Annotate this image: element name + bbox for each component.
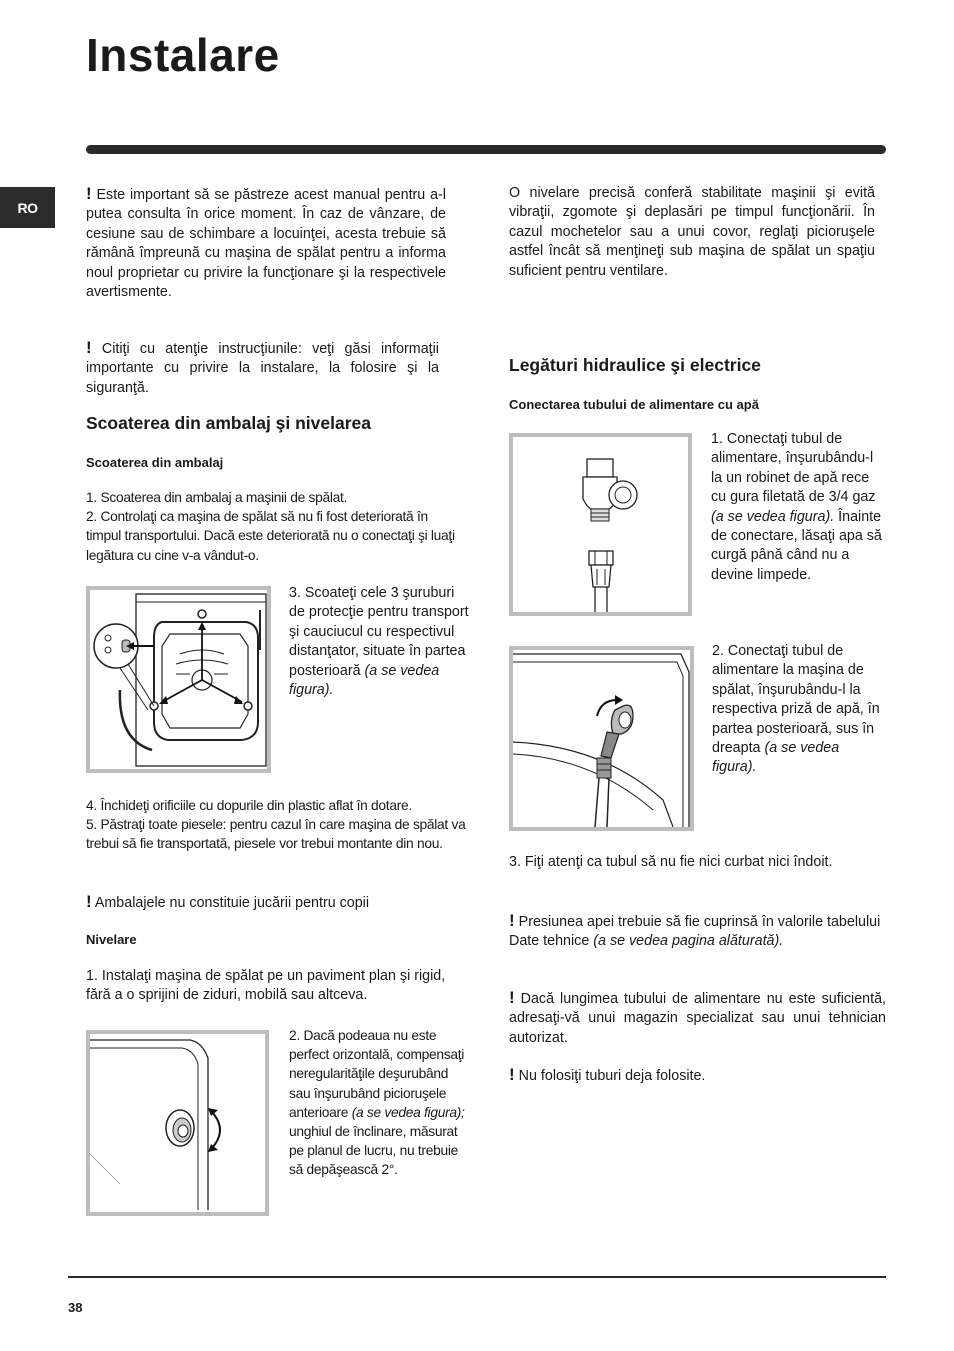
step-3: 3. Scoateţi cele 3 şuruburi de protecţie pentru transport şi cauciucul cu respectivul distanţator, situate în partea posterioară (a se vedea figura). (289, 585, 469, 699)
step-2: 2. Controlaţi ca maşina de spălat să nu fi fost deteriorată în timpul transportului. Dacă este deteriorată nu o conectaţi şi luaţi legătura cu cine v-a vândut-o. (86, 509, 455, 563)
step-5: 5. Păstraţi toate piesele: pentru cazul în care maşina de spălat va trebui să fie transportată, piesele vor trebui montante din nou. (86, 817, 466, 852)
warning-icon: ! (509, 1065, 515, 1084)
figure-leveling-feet (86, 1030, 269, 1216)
warning-keep-manual: ! Este important să se păstreze acest manual pentru a-l putea consulta în orice moment. În caz de vânzare, de cesiune sau de schimbare a locuinţei, acesta trebuie să rămână împreună cu maşina de spălat pentru a informa noul proprietar cu privire la funcţionare şi la respectivele avertismente. (86, 184, 446, 301)
hose-step-3: 3. Fiţi atenţi ca tubul să nu fie nici curbat nici îndoit. (509, 854, 833, 870)
hose-step-1: 1. Conectaţi tubul de alimentare, înşurubându-l la un robinet de apă rece cu gura filetată de 3/4 gaz (a se vedea figura). Înainte de conectare, lăsaţi apa să curgă până când nu a devine limpede. (711, 431, 882, 583)
warning-icon: ! (86, 338, 92, 357)
warning-packaging: ! Ambalajele nu constituie jucării pentru copii (86, 892, 370, 911)
step-1: 1. Scoaterea din ambalaj a maşinii de spălat. (86, 490, 348, 505)
page-number: 38 (68, 1300, 83, 1315)
washer-back-illustration (90, 590, 267, 769)
warning-water-pressure: ! Presiunea apei trebuie să fie cuprinsă în valorile tabelului Date tehnice (a se vedea pagina alăturată). (509, 911, 881, 950)
title-rule (86, 145, 886, 154)
section-title-unpack-level: Scoaterea din ambalaj şi nivelarea (86, 413, 372, 433)
subheading-hose: Conectarea tubului de alimentare cu apă (509, 397, 759, 412)
step-4: 4. Închideţi orificiile cu dopurile din plastic aflat în dotare. (86, 798, 412, 813)
page-title: Instalare (86, 29, 280, 81)
washer-foot-illustration (90, 1034, 265, 1212)
language-tab: RO (0, 187, 55, 228)
level-step-1: 1. Instalaţi maşina de spălat pe un paviment plan şi rigid, fără a o sprijini de ziduri, mobilă sau altceva. (86, 968, 446, 1004)
footer-rule (68, 1276, 886, 1278)
figure-transport-screws (86, 586, 271, 773)
hose-step-2: 2. Conectaţi tubul de alimentare la maşina de spălat, înşurubându-l la respectiva priză de apă, în partea posterioară, sus în dreapta (a se vedea figura). (712, 643, 880, 776)
warning-used-hoses: ! Nu folosiţi tuburi deja folosite. (509, 1065, 706, 1084)
warning-icon: ! (86, 892, 92, 911)
inlet-hose-illustration (513, 650, 690, 827)
warning-icon: ! (509, 911, 515, 930)
warning-icon: ! (509, 988, 515, 1007)
figure-tap-connection (509, 433, 692, 616)
leveling-intro: O nivelare precisă conferă stabilitate maşinii şi evită vibraţii, zgomote şi deplasări pe timpul funcţionării. În cazul mochetelor sau a unui covor, reglaţi picioruşele astfel încât să menţineţi sub maşina de spălat un spaţiu suficient pentru ventilare. (509, 185, 875, 279)
subheading-level: Nivelare (86, 932, 137, 947)
warning-read-instructions: ! Citiţi cu atenţie instrucţiunile: veţi găsi informaţii importante cu privire la instalare, la folosire şi la siguranţă. (86, 338, 439, 396)
section-title-connections: Legături hidraulice şi electrice (509, 355, 761, 375)
tap-hose-illustration (513, 437, 688, 612)
level-step-2: 2. Dacă podeaua nu este perfect orizontală, compensaţi neregularităţile deşurubând sau înşurubând picioruşele anterioare (a se vedea figura); unghiul de înclinare, măsurat pe planul de lucru, nu trebuie să depăşească 2°. (289, 1028, 465, 1178)
figure-inlet-connection (509, 646, 694, 831)
warning-icon: ! (86, 184, 92, 203)
subheading-unpack: Scoaterea din ambalaj (86, 455, 224, 470)
warning-hose-length: ! Dacă lungimea tubului de alimentare nu este suficientă, adresaţi-vă unui magazin specializat sau unui tehnician autorizat. (509, 988, 886, 1046)
